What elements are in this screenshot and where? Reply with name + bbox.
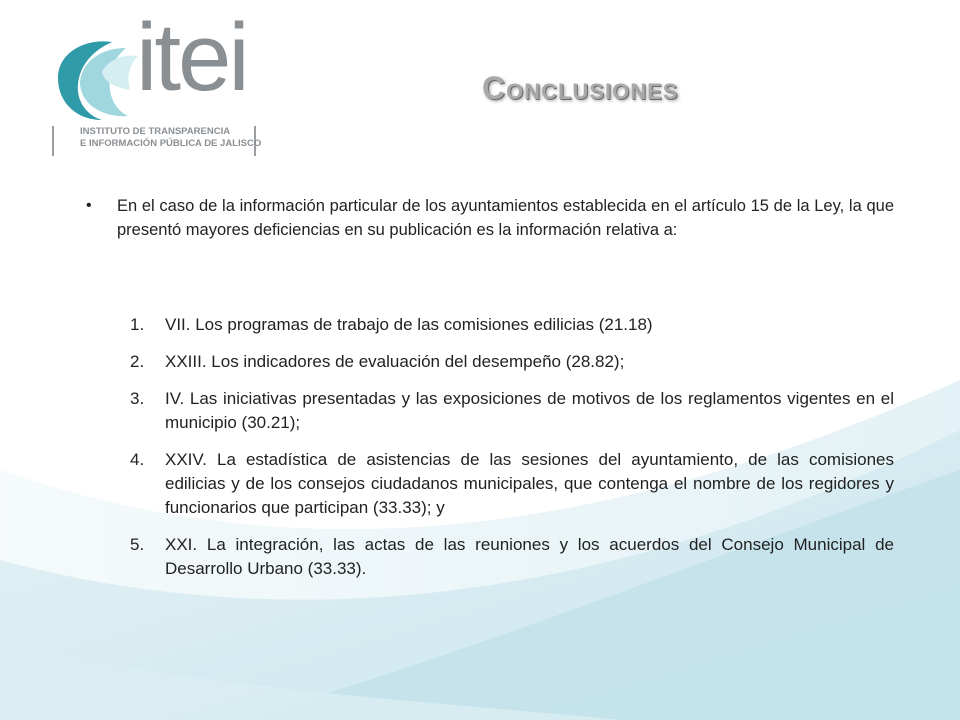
list-item-number: 4.	[130, 450, 145, 469]
list-item-text: VII. Los programas de trabajo de las comisiones edilicias (21.18)	[165, 315, 653, 334]
logo-wordmark: itei	[136, 4, 247, 111]
numbered-list	[130, 313, 894, 594]
list-item	[130, 350, 894, 374]
logo-subtitle-line1: INSTITUTO DE TRANSPARENCIA	[80, 126, 231, 137]
list-item-number: 5.	[130, 535, 145, 554]
list-item-number: 1.	[130, 315, 145, 334]
list-item-text: XXI. La integración, las actas de las reuniones y los acuerdos del Consejo Municipal de Desarrollo Urbano (33.33).	[165, 535, 894, 578]
itei-logo	[50, 4, 265, 160]
list-item	[130, 533, 894, 581]
bullet-icon: •	[86, 197, 92, 214]
logo-subtitle	[52, 126, 262, 156]
list-item-text: XXIV. La estadística de asistencias de las sesiones del ayuntamiento, de las comisiones edilicias y de los consejos ciudadanos municipales, que contenga el nombre de los regidores y funcionarios que participan (33.33); y	[165, 450, 894, 517]
list-item	[130, 448, 894, 520]
bullet-paragraph	[86, 194, 894, 242]
list-item-number: 3.	[130, 389, 145, 408]
list-item-number: 2.	[130, 352, 145, 371]
logo-subtitle-line2: E INFORMACIÓN PÚBLICA DE JALISCO	[80, 138, 262, 149]
list-item-text: XXIII. Los indicadores de evaluación del desempeño (28.82);	[165, 352, 625, 371]
slide-title: Conclusiones	[482, 70, 679, 106]
logo-leaf-icon	[50, 32, 142, 124]
list-item	[130, 387, 894, 435]
list-item	[130, 313, 894, 337]
list-item-text: IV. Las iniciativas presentadas y las exposiciones de motivos de los reglamentos vigentes en el municipio (30.21);	[165, 389, 894, 432]
bullet-text: En el caso de la información particular de los ayuntamientos establecida en el artículo 15 de la Ley, la que presentó mayores deficiencias en su publicación es la información relativa a:	[117, 197, 894, 239]
